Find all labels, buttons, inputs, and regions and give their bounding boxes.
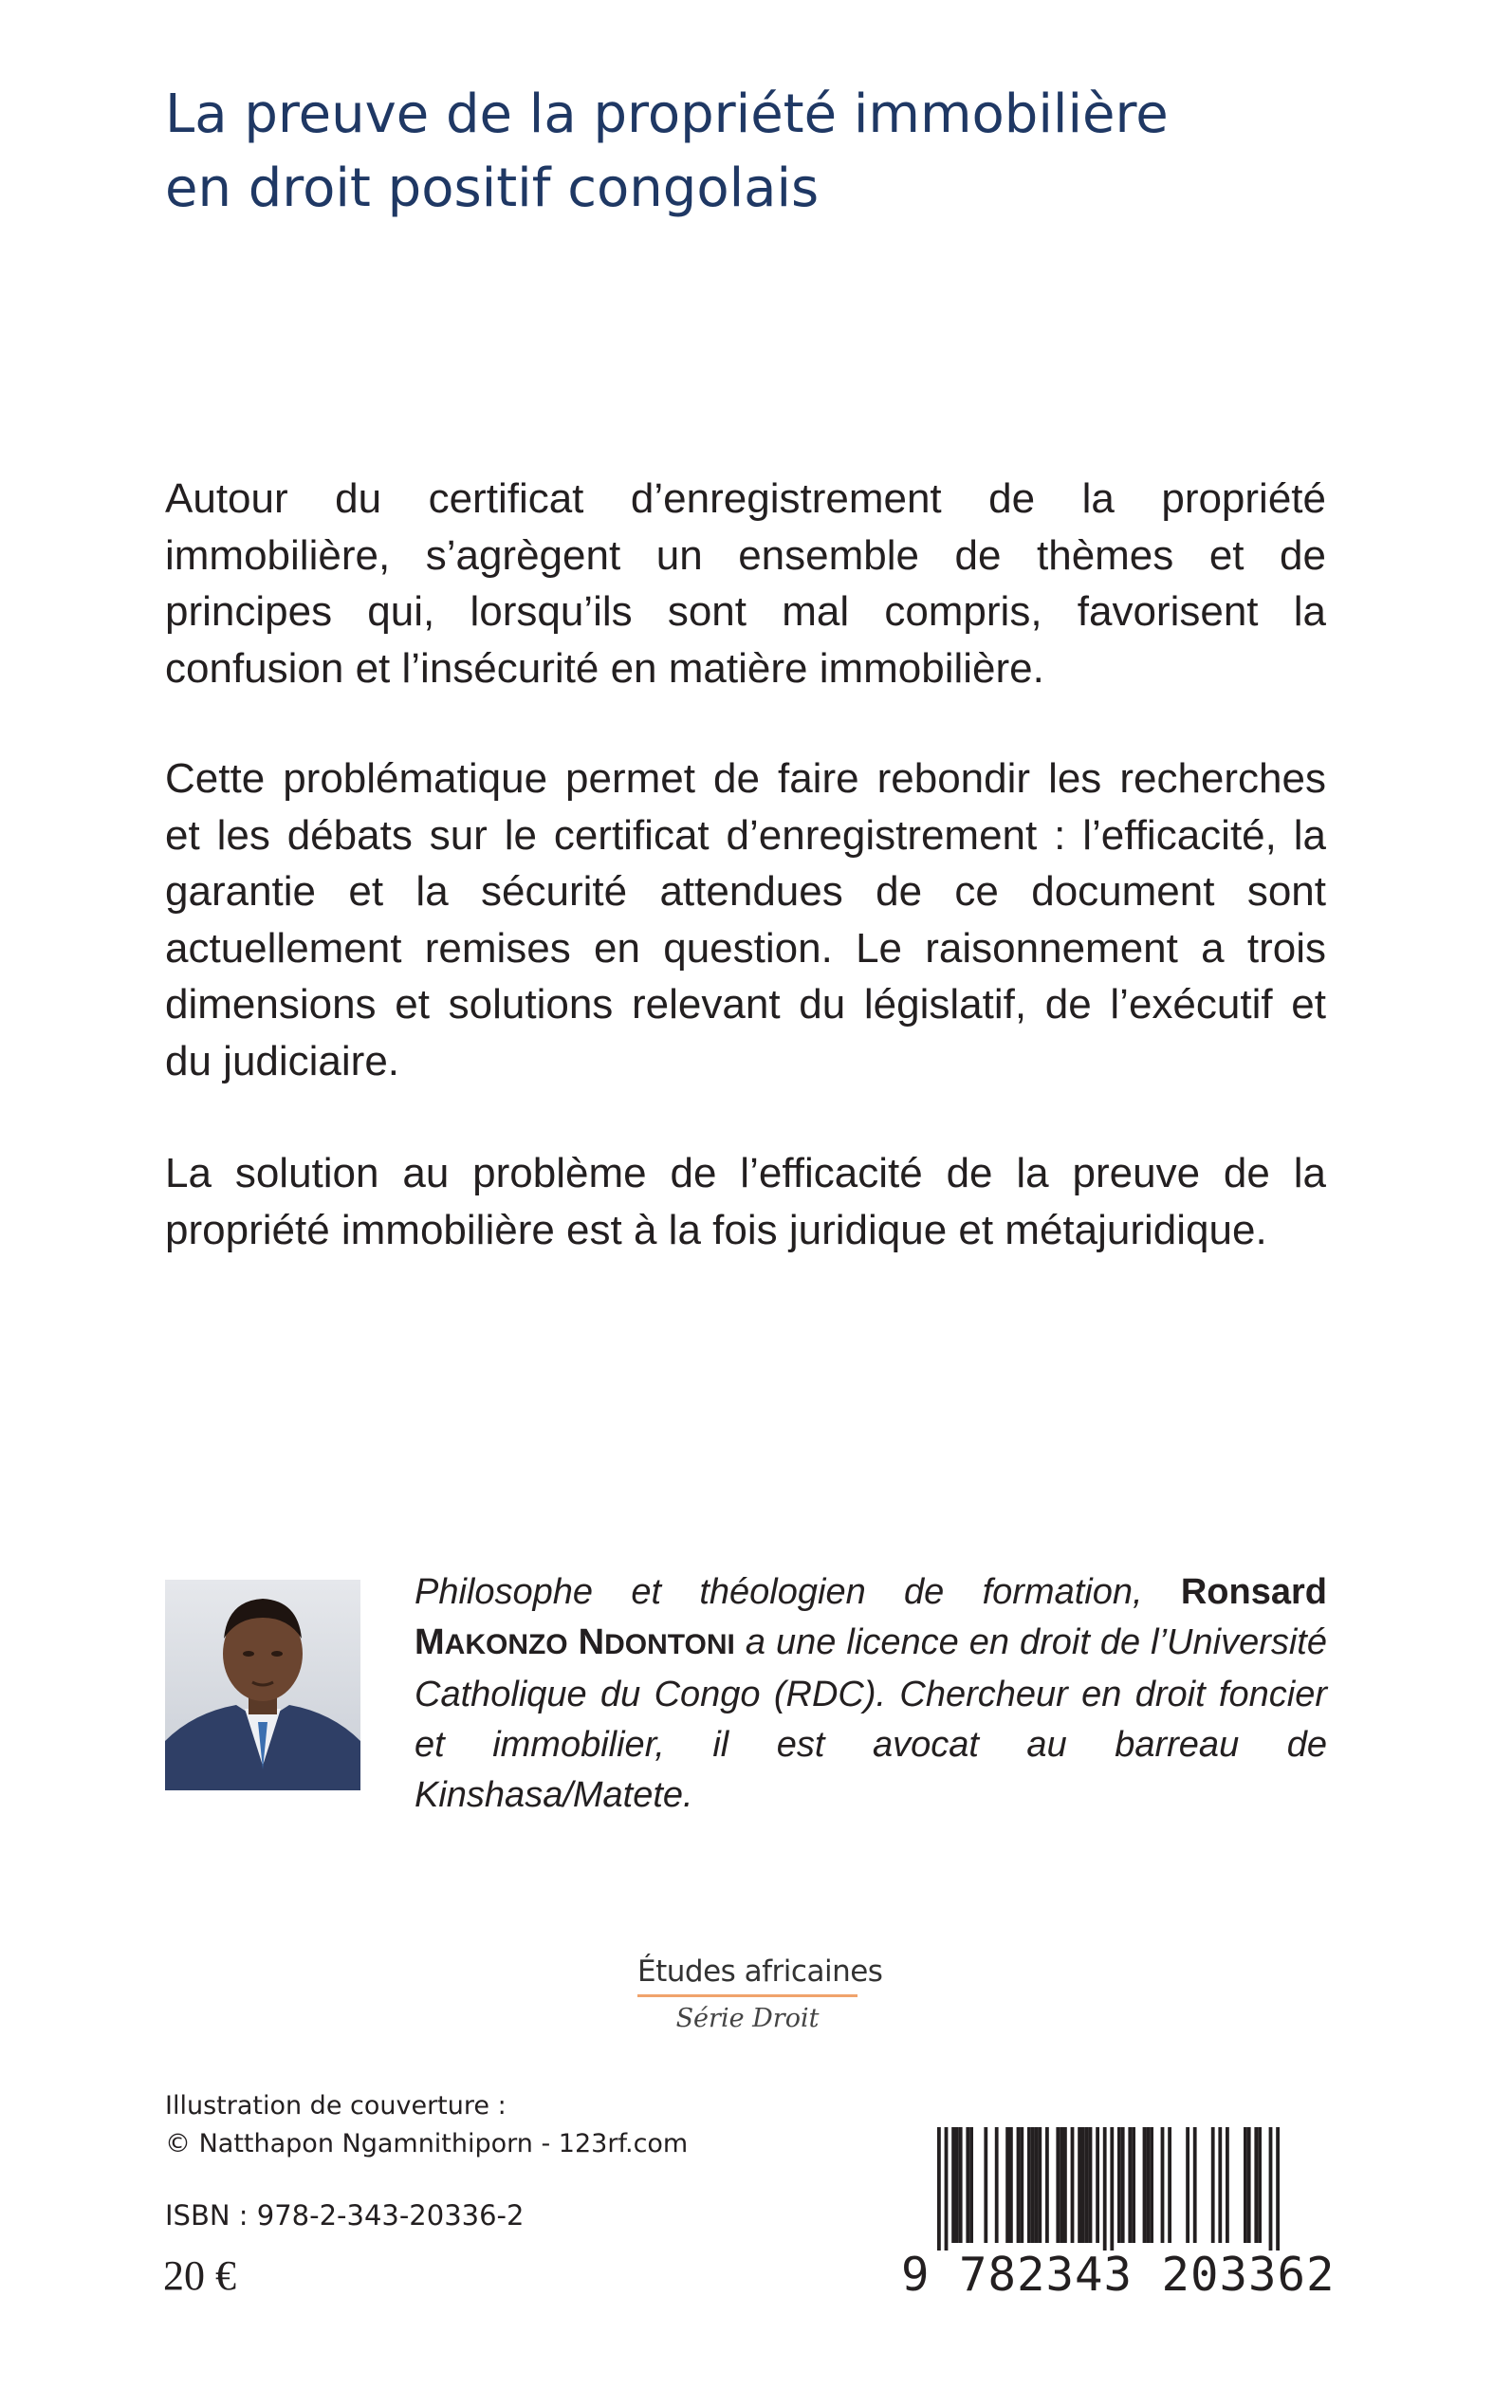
barcode-bar <box>1027 2127 1031 2243</box>
barcode-bar <box>1117 2127 1121 2243</box>
barcode-bar <box>1150 2127 1153 2243</box>
barcode-bar <box>959 2127 963 2243</box>
author-last-name-1-rest: AKONZO <box>444 1629 568 1660</box>
credit-photographer: © Natthapon Ngamnithiporn - 123rf.com <box>165 2129 689 2158</box>
barcode-bar <box>1168 2127 1171 2243</box>
series-divider <box>637 1994 857 1997</box>
blurb-paragraph-3: La solution au problème de l’efficacité de la preuve de la propriété immobilière est à la fois juridique et métajuridique. <box>165 1150 1326 1253</box>
barcode-bar <box>1063 2127 1067 2243</box>
cover-credit <box>165 2087 688 2163</box>
barcode-bar <box>1096 2127 1099 2243</box>
barcode-digits: 9 782343 203362 <box>901 2248 1336 2302</box>
barcode-bar <box>1211 2127 1215 2243</box>
barcode-bar <box>966 2127 969 2243</box>
barcode-bar <box>969 2127 973 2243</box>
barcode-bar <box>1017 2127 1021 2243</box>
barcode-bar <box>1071 2127 1075 2243</box>
barcode-bar <box>937 2127 941 2251</box>
series-name: Études africaines <box>637 1954 883 1989</box>
barcode-bar <box>1110 2127 1114 2251</box>
barcode-bar <box>1005 2127 1009 2243</box>
barcode-bar <box>1161 2127 1165 2243</box>
barcode-bar <box>1060 2127 1063 2243</box>
barcode-bar <box>1186 2127 1189 2243</box>
barcode-bar <box>1254 2127 1258 2243</box>
barcode-bar <box>1247 2127 1251 2243</box>
book-title-line-2: en droit positif congolais <box>165 157 820 219</box>
barcode-bar <box>945 2127 949 2251</box>
author-bio-intro: Philosophe et théologien de formation, <box>415 1572 1181 1612</box>
barcode-bar <box>1269 2127 1273 2251</box>
barcode-bar <box>1146 2127 1150 2243</box>
barcode-bar <box>1089 2127 1093 2243</box>
author-last-name-2-rest: DONTONI <box>604 1629 735 1660</box>
barcode-bar <box>1121 2127 1125 2243</box>
barcode-bar <box>1258 2127 1262 2243</box>
barcode-bar <box>1031 2127 1035 2243</box>
series-subtitle: Série Droit <box>675 2004 820 2033</box>
barcode-bar <box>1081 2127 1085 2243</box>
blurb-paragraph-1: Autour du certificat d’enregistrement de la propriété immobilière, s’agrègent un ensemble de thèmes et de principes qui, lorsqu’ils sont mal compris, favorisent la confusion et l’insécurité en matière immobilière. <box>165 475 1326 692</box>
series-logo <box>637 1953 883 2035</box>
author-bio-rest: a une licence en droit de l’Université Catholique du Congo (RDC). Chercheur en droit foncier et immobilier, il est avocat au barreau de Kinshasa/Matete. <box>415 1622 1327 1815</box>
book-title-line-1: La preuve de la propriété immobilière <box>165 83 1169 145</box>
barcode-bar <box>1009 2127 1013 2243</box>
barcode-bar <box>1085 2127 1089 2243</box>
barcode-bar <box>1132 2127 1135 2243</box>
barcode-bar <box>1078 2127 1081 2243</box>
barcode-bar <box>951 2127 955 2243</box>
barcode-bar <box>1103 2127 1107 2251</box>
barcode-bar <box>1244 2127 1247 2243</box>
blurb-paragraph-2: Cette problématique permet de faire rebondir les recherches et les débats sur le certificat d’enregistrement : l’efficacité, la garantie et la sécurité attendues de ce document sont actuellement remises en question. Le raisonnement a trois dimensions et solutions relevant du législatif, de l’exécutif et du judiciaire. <box>165 755 1326 1084</box>
barcode-bar <box>955 2127 959 2243</box>
author-first-name: Ronsard <box>1180 1572 1327 1612</box>
barcode-bar <box>1193 2127 1197 2243</box>
barcode-bar <box>1045 2127 1049 2243</box>
credit-label: Illustration de couverture : <box>165 2091 507 2121</box>
author-photo <box>165 1580 360 1790</box>
barcode-bar <box>1143 2127 1147 2243</box>
barcode-bar <box>1056 2127 1060 2243</box>
barcode-bar <box>1218 2127 1222 2243</box>
barcode-bar <box>1038 2127 1042 2243</box>
price: 20 € <box>163 2252 236 2299</box>
author-bio <box>415 1567 1327 1821</box>
isbn: ISBN : 978-2-343-20336-2 <box>165 2199 525 2232</box>
barcode-bar <box>995 2127 999 2243</box>
barcode-bars <box>901 2127 1318 2251</box>
barcode-bar <box>1035 2127 1039 2243</box>
barcode-bar <box>1226 2127 1229 2243</box>
author-portrait-icon <box>165 1580 360 1790</box>
barcode-bar <box>1276 2127 1280 2251</box>
author-last-name-1-initial: M <box>415 1622 445 1662</box>
author-last-name-2-initial: N <box>578 1622 605 1662</box>
barcode-bar <box>1020 2127 1023 2243</box>
barcode-bar <box>1128 2127 1132 2243</box>
book-title <box>165 78 1351 226</box>
barcode-bar <box>984 2127 987 2243</box>
